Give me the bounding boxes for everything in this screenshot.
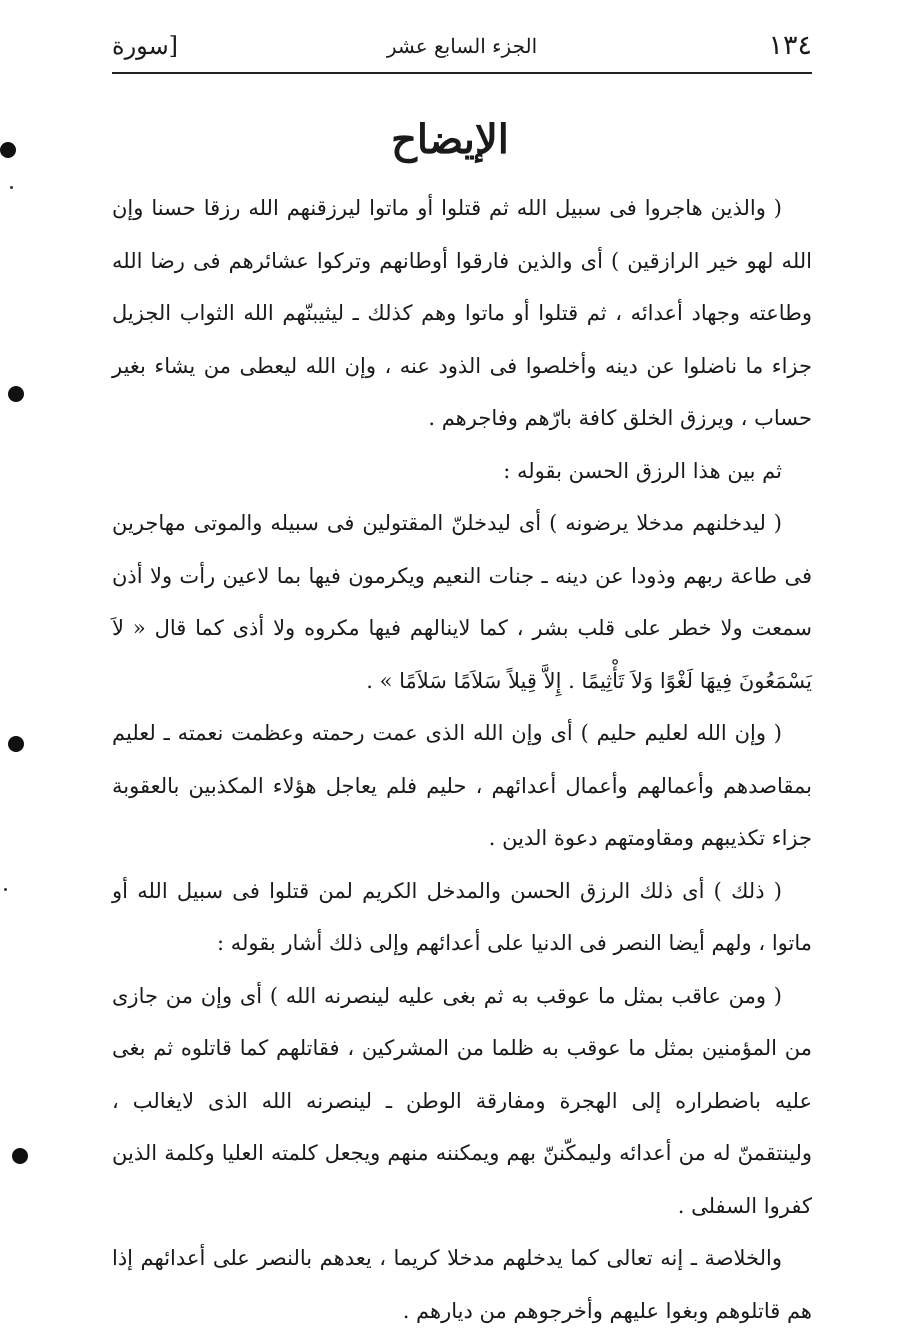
paragraph: ( ذلك ) أى ذلك الرزق الحسن والمدخل الكريم لمن قتلوا فى سبيل الله أو ماتوا ، ولهم أيضا النصر فى الدنيا على أعدائهم وإلى ذلك أشار بقوله :: [112, 878, 812, 955]
paragraph: ( ليدخلنهم مدخلا يرضونه ) أى ليدخلنّ المقتولين فى سبيله والموتى مهاجرين فى طاعة ربهم وذودا عن دينه ـ جنات النعيم ويكرمون فيها بما لاعين رأت ولا أذن سمعت ولا خطر على قلب بشر ، كما لاينالهم فيها مكروه ولا أذى كما قال « لاَ يَسْمَعُونَ فِيهَا لَغْوًا وَلاَ تَأْثِيمًا . إِلاَّ قِيلاً سَلاَمًا سَلاَمًا » .: [112, 511, 812, 693]
margin-mark: [8, 736, 24, 752]
page-number: ١٣٤: [768, 30, 812, 61]
margin-mark: [8, 386, 24, 402]
margin-mark: [12, 1148, 28, 1164]
paragraph: ( ومن عاقب بمثل ما عوقب به ثم بغى عليه لينصرنه الله ) أى وإن من جازى من المؤمنين بمثل ما عوقب به ظلما من المشركين ، فقاتلهم كما قاتلوه ثم بغى عليه باضطراره إلى الهجرة ومفارقة الوطن ـ لينصرنه الله الذى لايغالب ، ولينتقمنّ له من أعدائه وليمكّننّ بهم ويمكننه منهم ويجعل كلمته العليا وكلمة الذين كفروا السفلى .: [112, 983, 812, 1218]
surah-label: [سورة: [112, 32, 179, 60]
paragraph: ( وإن الله لعليم حليم ) أى وإن الله الذى عمت رحمته وعظمت نعمته ـ لعليم بمقاصدهم وأعمالهم وأعمال أعدائهم ، حليم فلم يعاجل هؤلاء المكذبين بالعقوبة جزاء تكذيبهم ومقاومتهم دعوة الدين .: [112, 721, 812, 850]
paragraph: ثم بين هذا الرزق الحسن بقوله :: [503, 458, 782, 483]
page-header: [112, 28, 812, 74]
paragraph: ( والذين هاجروا فى سبيل الله ثم قتلوا أو ماتوا ليرزقنهم الله رزقا حسنا وإن الله لهو خير الرازقين ) أى والذين فارقوا أوطانهم وتركوا عشائرهم فى رضا الله وطاعته وجهاد أعدائه ، ثم قتلوا أو ماتوا وهم كذلك ـ ليثيبنّهم الله الثواب الجزيل جزاء ما ناضلوا عن دينه وأخلصوا فى الذود عنه ، وإن الله ليعطى من يشاء بغير حساب ، ويرزق الخلق كافة بارّهم وفاجرهم .: [112, 196, 812, 430]
section-title: الإيضاح: [391, 116, 509, 163]
body-text: [112, 182, 812, 1337]
margin-speck: [10, 186, 13, 189]
margin-speck: [4, 888, 7, 891]
paragraph: والخلاصة ـ إنه تعالى كما يدخلهم مدخلا كريما ، يعدهم بالنصر على أعدائهم إذا هم قاتلوهم وبغوا عليهم وأخرجوهم من ديارهم .: [112, 1246, 812, 1323]
running-title: الجزء السابع عشر: [386, 34, 538, 58]
margin-mark: [0, 142, 16, 158]
